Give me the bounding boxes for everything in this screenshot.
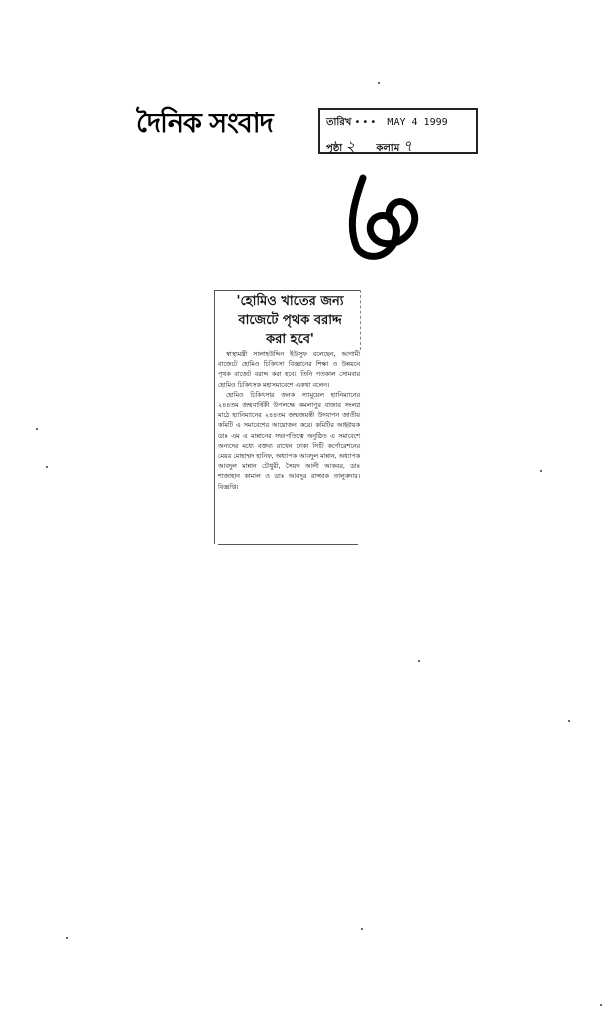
headline-line-2: বাজেটে পৃথক বরাদ্দ <box>238 313 342 328</box>
clipping-border-bottom <box>218 544 358 545</box>
article-headline <box>220 292 360 349</box>
stamp-dots: ••• <box>354 117 379 128</box>
clipping-border-top <box>214 290 360 291</box>
stamp-date-row <box>326 115 448 132</box>
scan-speck <box>418 660 420 662</box>
news-clipping <box>214 290 364 548</box>
headline-line-3: করা হবে' <box>266 332 314 347</box>
clipping-border-left <box>214 290 215 544</box>
stamp-page-value: ২ <box>345 137 356 155</box>
article-paragraph-1: স্বাস্থ্যমন্ত্রী সালাহউদ্দিন ইউসুফ বলেছেন, আগামী বাজেটে হোমিও চিকিৎসা বিজ্ঞানের শিক্ষা ও উন্নয়নে পৃথক বাজেট বরাদ্দ করা হবে। তিনি গতকাল সোমবার হোমিও চিকিৎসক মহাসমাবেশে একথা বলেন। <box>218 351 360 389</box>
stamp-date-label: তারিখ <box>326 117 352 128</box>
stamp-date-value: MAY 4 1999 <box>387 117 448 128</box>
stamp-page-row <box>326 135 412 160</box>
stamp-column-label: কলাম <box>376 143 400 154</box>
stamp-column-value: ৭ <box>402 137 413 155</box>
scan-speck <box>378 82 380 84</box>
date-stamp <box>318 108 478 154</box>
clipping-border-right <box>360 290 361 350</box>
newspaper-masthead: দৈনিক সংবাদ <box>136 108 273 139</box>
scan-speck <box>361 928 363 930</box>
article-paragraph-2: হোমিও চিকিৎসার জনক স্যামুয়েল হ্যানিম্যানের ২৪৪তম জন্মবার্ষিকী উপলক্ষে কমলাপুর বাজার সংলগ্ন মাঠে হ্যানিম্যানের ২৪৪তম জন্মজয়ন্তী উদযাপন জাতীয় কমিটি এ সমাবেশের আয়োজন করে। কমিটির আহ্বায়ক ডাঃ এম এ মান্নানের সভাপতিত্বে অনুষ্ঠিত এ সমাবেশে অন্যদের মধ্যে বক্তব্য রাখেন ঢাকা সিটি কর্পোরেশনের মেয়র মোহাম্মদ হানিফ, অধ্যাপক আবদুল মান্নান, অধ্যাপক আবদুল মান্নান চৌধুরী, সৈয়দ আলী আকবর, ডাঃ শাজাহান কামাল ও ডাঃ আবদুর রাজ্জাক তালুকদার। বিজ্ঞপ্তি। <box>218 391 360 491</box>
stamp-page-label: পৃষ্ঠা <box>326 143 343 154</box>
scan-speck <box>66 937 68 939</box>
handwritten-number <box>345 170 423 260</box>
headline-line-1: 'হোমিও খাতের জন্য <box>236 294 344 309</box>
scan-speck <box>36 428 38 430</box>
scan-speck <box>540 470 542 472</box>
scan-speck <box>46 466 48 468</box>
scan-speck <box>568 720 570 722</box>
article-body <box>218 350 360 493</box>
scan-speck <box>600 1004 602 1006</box>
